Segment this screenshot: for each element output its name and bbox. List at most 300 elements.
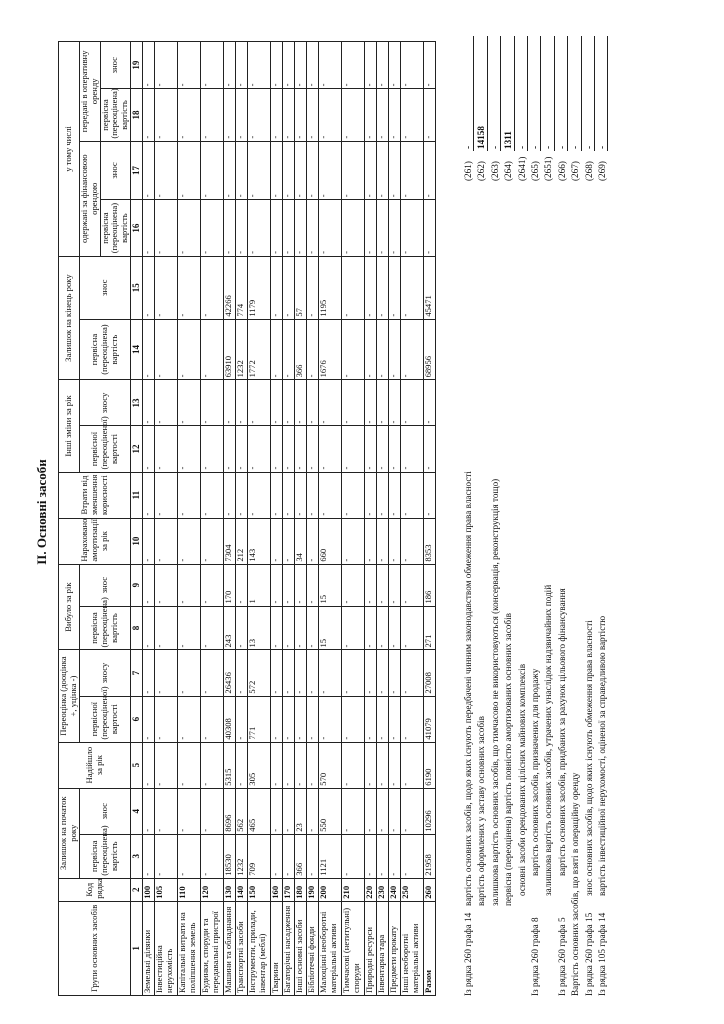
header-initial-value: первісна (переоцінена) вартість — [100, 200, 131, 257]
note-row — [542, 36, 555, 996]
cell-value: - — [389, 788, 401, 834]
cell-value: - — [342, 200, 365, 257]
cell-value: - — [295, 141, 307, 200]
cell-value: - — [248, 200, 271, 257]
cell-value: 15 — [319, 564, 342, 606]
cell-value: 212 — [236, 518, 248, 564]
cell-value: - — [424, 141, 436, 200]
cell-value: - — [365, 319, 377, 380]
cell-value: - — [143, 696, 155, 742]
cell-value: - — [365, 200, 377, 257]
column-number: 7 — [131, 650, 143, 696]
cell-value: - — [178, 426, 201, 472]
cell-value: 13 — [248, 606, 271, 650]
cell-value: - — [365, 564, 377, 606]
cell-value: - — [389, 472, 401, 518]
cell-value: - — [283, 319, 295, 380]
cell-value: - — [365, 472, 377, 518]
table-row — [307, 42, 319, 996]
column-number: 14 — [131, 319, 143, 380]
cell-value: - — [283, 89, 295, 141]
cell-value: 26436 — [224, 650, 236, 696]
cell-value: - — [201, 696, 224, 742]
cell-value: - — [342, 472, 365, 518]
cell-value: - — [377, 564, 389, 606]
cell-value: - — [201, 788, 224, 834]
cell-value: - — [236, 200, 248, 257]
cell-value: 63910 — [224, 319, 236, 380]
cell-value: - — [155, 788, 178, 834]
note-text: вартість оформлених у заставу основних засобів — [476, 716, 487, 906]
cell-value: 305 — [248, 742, 271, 788]
column-number: 16 — [131, 200, 143, 257]
header-depreciation-reval: зносу — [79, 650, 130, 696]
cell-value: 771 — [248, 696, 271, 742]
header-initial-value: первісна (переоцінена) вартість — [79, 834, 130, 878]
column-number: 3 — [131, 834, 143, 878]
cell-value: - — [389, 564, 401, 606]
cell-value: - — [283, 42, 295, 89]
column-number: 4 — [131, 788, 143, 834]
cell-value: - — [389, 606, 401, 650]
row-code: 180 — [295, 878, 307, 901]
cell-value: - — [342, 564, 365, 606]
table-row — [295, 42, 307, 996]
cell-value: 23 — [295, 788, 307, 834]
header-depreciation-short: знос — [100, 42, 131, 89]
cell-value: - — [389, 380, 401, 426]
cell-value: - — [271, 141, 283, 200]
cell-value: 1676 — [319, 319, 342, 380]
cell-value: - — [155, 606, 178, 650]
note-value: - — [462, 36, 474, 151]
cell-value: - — [224, 200, 236, 257]
column-number: 18 — [131, 89, 143, 141]
cell-value: - — [377, 606, 389, 650]
cell-value: - — [143, 788, 155, 834]
header-operating-lease: передані в оперативну оренду — [79, 42, 100, 142]
cell-value: - — [389, 742, 401, 788]
cell-value: - — [389, 834, 401, 878]
cell-value: - — [271, 696, 283, 742]
note-label: Із рядка 260 графа 5 — [556, 917, 567, 996]
column-number: 15 — [131, 256, 143, 319]
row-name: Земельні ділянки — [143, 901, 155, 995]
cell-value: - — [143, 380, 155, 426]
column-number: 11 — [131, 472, 143, 518]
row-code: 230 — [377, 878, 389, 901]
cell-value: 8353 — [424, 518, 436, 564]
cell-value: - — [424, 426, 436, 472]
cell-value: - — [307, 742, 319, 788]
row-code: 240 — [389, 878, 401, 901]
cell-value: - — [143, 472, 155, 518]
table-row — [248, 42, 271, 996]
cell-value: - — [307, 650, 319, 696]
cell-value: 1772 — [248, 319, 271, 380]
cell-value: 243 — [224, 606, 236, 650]
cell-value: - — [377, 788, 389, 834]
table-row — [319, 42, 342, 996]
header-other-changes: Інші зміни за рік — [59, 380, 80, 472]
column-number: 6 — [131, 696, 143, 742]
header-initial-value-reval: первісної (переоціненої) вартості — [79, 426, 130, 472]
cell-value: - — [178, 141, 201, 200]
cell-value: - — [377, 834, 389, 878]
cell-value: - — [307, 472, 319, 518]
cell-value: 660 — [319, 518, 342, 564]
note-value: - — [529, 36, 541, 151]
note-row — [502, 36, 515, 996]
row-code: 160 — [271, 878, 283, 901]
cell-value: 271 — [424, 606, 436, 650]
cell-value: - — [401, 696, 424, 742]
cell-value: - — [283, 141, 295, 200]
cell-value: - — [377, 89, 389, 141]
note-code: (2641) — [516, 156, 527, 181]
cell-value: 1179 — [248, 256, 271, 319]
header-initial-value: первісна (переоцінена) вартість — [79, 319, 130, 380]
cell-value: 570 — [319, 742, 342, 788]
cell-value: - — [424, 42, 436, 89]
cell-value: - — [155, 696, 178, 742]
cell-value: - — [401, 200, 424, 257]
column-number: 1 — [131, 901, 143, 995]
cell-value: 15 — [319, 606, 342, 650]
cell-value: - — [248, 141, 271, 200]
note-text: вартість основних засобів, придбаних за рахунок цільового фінансування — [556, 588, 567, 876]
cell-value: 21958 — [424, 834, 436, 878]
cell-value: - — [271, 380, 283, 426]
cell-value: - — [307, 256, 319, 319]
cell-value: - — [271, 256, 283, 319]
table-row — [236, 42, 248, 996]
cell-value: - — [295, 380, 307, 426]
cell-value: - — [307, 564, 319, 606]
column-number: 19 — [131, 42, 143, 89]
cell-value: 41079 — [424, 696, 436, 742]
cell-value: - — [377, 650, 389, 696]
row-name: Будинки, споруди та передавальні пристрої — [201, 901, 224, 995]
cell-value: - — [295, 426, 307, 472]
column-number: 8 — [131, 606, 143, 650]
cell-value: - — [295, 606, 307, 650]
row-name: Багаторічні насадження — [283, 901, 295, 995]
cell-value: - — [389, 518, 401, 564]
cell-value: - — [401, 380, 424, 426]
cell-value: - — [155, 256, 178, 319]
cell-value: - — [236, 650, 248, 696]
header-of-which: у тому числі — [59, 42, 80, 257]
cell-value: - — [365, 606, 377, 650]
header-code: Код рядка — [59, 878, 131, 901]
header-depreciation-short: знос — [100, 141, 131, 200]
cell-value: - — [319, 380, 342, 426]
cell-value: - — [401, 426, 424, 472]
row-name: Разом — [424, 901, 436, 995]
fixed-assets-table — [58, 41, 436, 996]
cell-value: 143 — [248, 518, 271, 564]
note-code: (2651) — [543, 156, 554, 181]
cell-value: - — [295, 200, 307, 257]
cell-value: - — [377, 426, 389, 472]
row-name: Природні ресурси — [365, 901, 377, 995]
cell-value: - — [295, 650, 307, 696]
cell-value: - — [377, 42, 389, 89]
cell-value: - — [283, 696, 295, 742]
row-name: Предмети прокату — [389, 901, 401, 995]
header-depreciation: Нараховано амортизації за рік — [59, 518, 131, 564]
table-row — [342, 42, 365, 996]
cell-value: - — [155, 319, 178, 380]
cell-value: - — [377, 256, 389, 319]
row-code: 150 — [248, 878, 271, 901]
cell-value: - — [236, 141, 248, 200]
cell-value: - — [365, 696, 377, 742]
cell-value: - — [143, 319, 155, 380]
cell-value: - — [224, 141, 236, 200]
cell-value: - — [201, 89, 224, 141]
cell-value: - — [155, 472, 178, 518]
cell-value: 7304 — [224, 518, 236, 564]
cell-value: 562 — [236, 788, 248, 834]
cell-value: - — [178, 518, 201, 564]
cell-value: - — [295, 472, 307, 518]
cell-value: - — [178, 89, 201, 141]
cell-value: - — [224, 426, 236, 472]
cell-value: - — [342, 89, 365, 141]
cell-value: - — [178, 788, 201, 834]
note-code: (262) — [476, 161, 487, 181]
column-number: 13 — [131, 380, 143, 426]
header-received: Надійшло за рік — [59, 742, 131, 788]
cell-value: - — [155, 834, 178, 878]
cell-value: - — [307, 200, 319, 257]
cell-value: - — [283, 788, 295, 834]
cell-value: - — [295, 742, 307, 788]
cell-value: - — [401, 319, 424, 380]
cell-value: - — [283, 200, 295, 257]
column-number: 9 — [131, 564, 143, 606]
row-code: 120 — [201, 878, 224, 901]
column-number: 17 — [131, 141, 143, 200]
cell-value: - — [307, 380, 319, 426]
cell-value: 40308 — [224, 696, 236, 742]
note-row — [475, 36, 488, 996]
row-code: 110 — [178, 878, 201, 901]
cell-value: - — [283, 426, 295, 472]
cell-value: - — [271, 650, 283, 696]
row-code: 140 — [236, 878, 248, 901]
cell-value: - — [307, 319, 319, 380]
cell-value: - — [143, 256, 155, 319]
cell-value: - — [283, 380, 295, 426]
cell-value: - — [155, 141, 178, 200]
header-impairment: Втрати від зменшення корисності — [59, 472, 131, 518]
cell-value: - — [319, 650, 342, 696]
cell-value: - — [236, 606, 248, 650]
header-initial-value: первісна (переоцінена) вартість — [100, 89, 131, 141]
cell-value: - — [307, 426, 319, 472]
cell-value: - — [224, 42, 236, 89]
cell-value: - — [201, 42, 224, 89]
cell-value: - — [365, 380, 377, 426]
note-value: - — [489, 36, 501, 151]
cell-value: - — [201, 606, 224, 650]
cell-value: 5315 — [224, 742, 236, 788]
cell-value: - — [271, 606, 283, 650]
header-revaluation: Переоцінка (дооцінка +, уцінка -) — [59, 650, 80, 742]
note-code: (264) — [503, 161, 514, 181]
cell-value: - — [271, 42, 283, 89]
note-value: - — [516, 36, 528, 151]
cell-value: - — [342, 256, 365, 319]
cell-value: 366 — [295, 834, 307, 878]
cell-value: - — [377, 696, 389, 742]
cell-value: 1 — [248, 564, 271, 606]
row-name: Машини та обладнання — [224, 901, 236, 995]
note-row — [583, 36, 596, 996]
row-name: Бібліотечні фонди — [307, 901, 319, 995]
cell-value: - — [248, 380, 271, 426]
notes-section — [462, 36, 609, 996]
row-code: 170 — [283, 878, 295, 901]
note-label: Із рядка 260 графа 14 — [463, 912, 473, 996]
table-row — [271, 42, 283, 996]
cell-value: 18530 — [224, 834, 236, 878]
cell-value: - — [178, 742, 201, 788]
cell-value: - — [342, 141, 365, 200]
cell-value: 1195 — [319, 256, 342, 319]
cell-value: - — [201, 472, 224, 518]
cell-value: - — [401, 89, 424, 141]
cell-value: 774 — [236, 256, 248, 319]
row-code: 250 — [401, 878, 424, 901]
cell-value: - — [283, 606, 295, 650]
header-initial-value-reval: первісної (переоціненої) вартості — [79, 696, 130, 742]
note-row — [462, 36, 475, 996]
cell-value: - — [155, 89, 178, 141]
note-row — [516, 36, 529, 996]
column-numbers-row — [131, 42, 143, 996]
table-row — [377, 42, 389, 996]
column-number: 10 — [131, 518, 143, 564]
cell-value: - — [143, 42, 155, 89]
note-text: знос основних засобів, щодо яких існують обмеження права власності — [583, 620, 594, 896]
cell-value: 1121 — [319, 834, 342, 878]
cell-value: - — [155, 42, 178, 89]
cell-value: - — [319, 141, 342, 200]
header-closing-balance: Залишок на кінець року — [59, 256, 80, 380]
cell-value: - — [365, 834, 377, 878]
header-depreciation-short: знос — [79, 788, 130, 834]
cell-value: - — [224, 472, 236, 518]
cell-value: - — [389, 426, 401, 472]
row-code: 220 — [365, 878, 377, 901]
cell-value: - — [342, 518, 365, 564]
cell-value: - — [236, 564, 248, 606]
cell-value: - — [178, 472, 201, 518]
cell-value: - — [178, 606, 201, 650]
cell-value: - — [377, 380, 389, 426]
cell-value: - — [377, 200, 389, 257]
cell-value: - — [342, 606, 365, 650]
row-name: Транспортні засоби — [236, 901, 248, 995]
cell-value: - — [236, 380, 248, 426]
cell-value: - — [155, 200, 178, 257]
cell-value: - — [307, 141, 319, 200]
cell-value: - — [342, 42, 365, 89]
header-disposed: Вибуло за рік — [59, 564, 80, 650]
cell-value: - — [143, 200, 155, 257]
cell-value: - — [271, 564, 283, 606]
header-finance-lease: одержані за фінансовою орендою — [79, 141, 100, 256]
cell-value: - — [248, 426, 271, 472]
cell-value: 27008 — [424, 650, 436, 696]
note-code: (266) — [556, 161, 567, 181]
row-name: Інструменти, прилади, інвентар (меблі) — [248, 901, 271, 995]
table-row — [283, 42, 295, 996]
note-text: залишкова вартість основних засобів, утрачених унаслідок надзвичайних подій — [543, 584, 554, 896]
cell-value: - — [143, 89, 155, 141]
note-label: Із рядка 260 графа 15 — [583, 912, 594, 996]
cell-value: - — [365, 89, 377, 141]
cell-value: - — [401, 256, 424, 319]
cell-value: 34 — [295, 518, 307, 564]
note-text: первісна (переоцінена) вартість повністю амортизованих основних засобів — [503, 613, 514, 906]
table-row — [401, 42, 424, 996]
row-code: 210 — [342, 878, 365, 901]
cell-value: 45471 — [424, 256, 436, 319]
header-depreciation-short: знос — [79, 564, 130, 606]
column-number: 5 — [131, 742, 143, 788]
cell-value: 465 — [248, 788, 271, 834]
table-row — [224, 42, 236, 996]
cell-value: - — [143, 426, 155, 472]
cell-value: - — [283, 650, 295, 696]
cell-value: - — [236, 696, 248, 742]
table-row — [178, 42, 201, 996]
cell-value: - — [365, 256, 377, 319]
cell-value: - — [201, 319, 224, 380]
cell-value: - — [342, 319, 365, 380]
cell-value: - — [401, 834, 424, 878]
cell-value: - — [201, 650, 224, 696]
column-number: 2 — [131, 878, 143, 901]
cell-value: - — [201, 380, 224, 426]
cell-value: - — [307, 89, 319, 141]
cell-value: - — [178, 696, 201, 742]
cell-value: - — [155, 742, 178, 788]
note-code: (269) — [596, 161, 607, 181]
cell-value: - — [424, 472, 436, 518]
table-row — [155, 42, 178, 996]
cell-value: - — [307, 834, 319, 878]
cell-value: - — [248, 472, 271, 518]
cell-value: - — [401, 564, 424, 606]
cell-value: - — [236, 89, 248, 141]
row-code: 260 — [424, 878, 436, 901]
cell-value: - — [155, 518, 178, 564]
cell-value: - — [201, 742, 224, 788]
cell-value: 6190 — [424, 742, 436, 788]
column-number: 12 — [131, 426, 143, 472]
cell-value: - — [201, 564, 224, 606]
note-row — [556, 36, 569, 996]
row-name: Інші основні засоби — [295, 901, 307, 995]
cell-value: - — [389, 696, 401, 742]
cell-value: - — [424, 200, 436, 257]
